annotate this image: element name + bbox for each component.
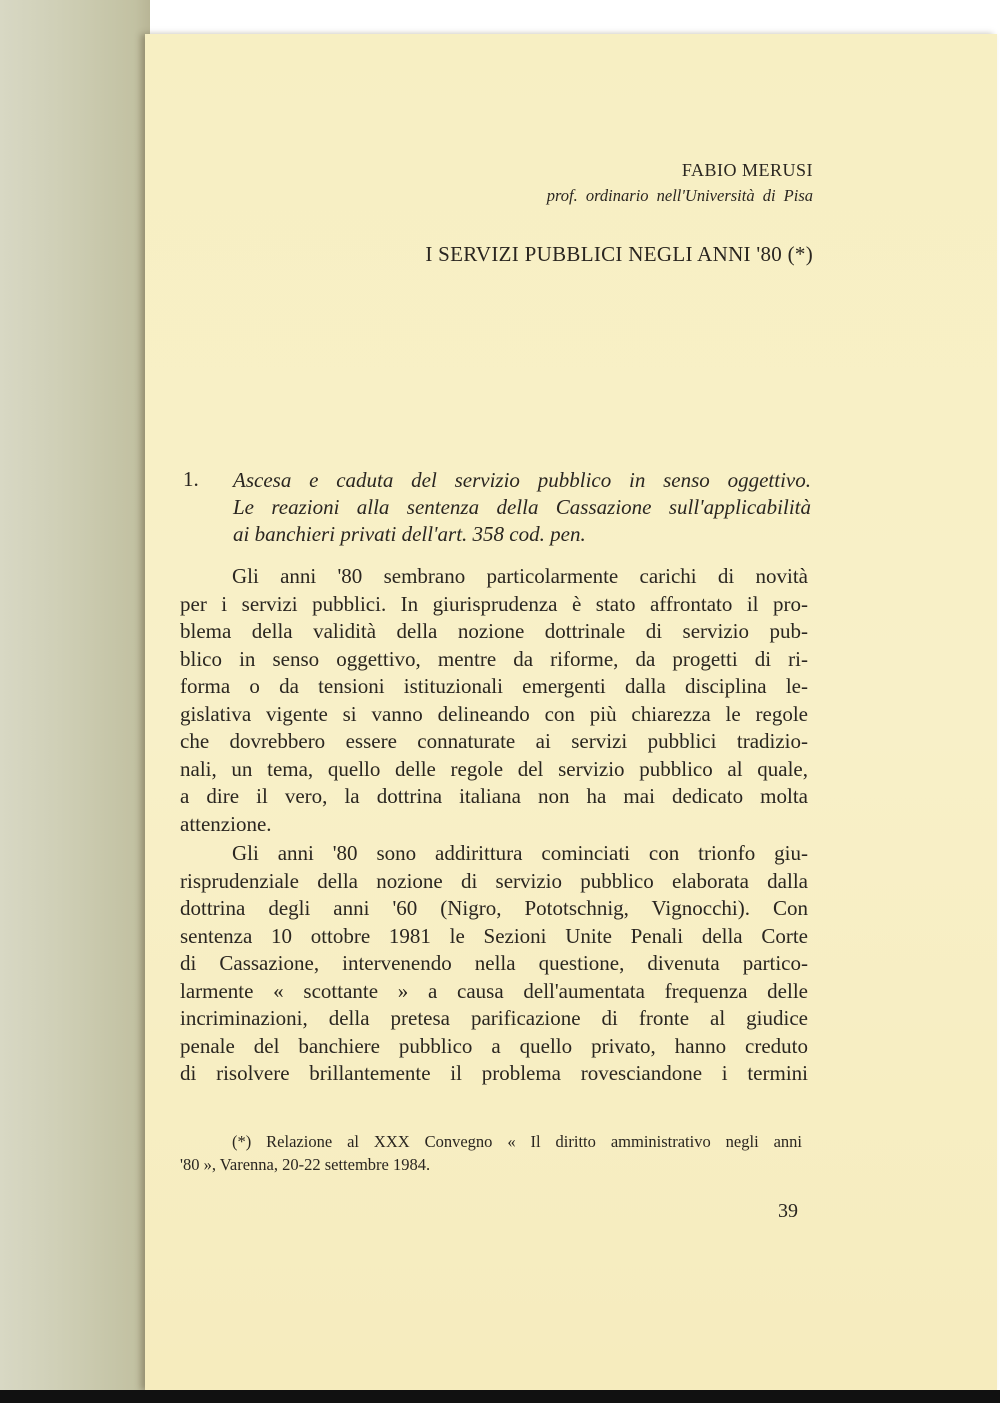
section-number: 1. <box>183 467 199 491</box>
text-line: Gli anni '80 sembrano particolarmente carichi di novità <box>232 564 808 588</box>
text-line: di risolvere brillantemente il problema rovesciandone i termini <box>180 1061 808 1085</box>
author-name: FABIO MERUSI <box>681 160 813 180</box>
heading-line: ai banchieri privati dell'art. 358 cod. pen. <box>233 522 586 546</box>
text-line: blico in senso oggettivo, mentre da riforme, da progetti di ri- <box>180 646 808 671</box>
author-affiliation: prof. ordinario nell'Università di Pisa <box>546 186 813 205</box>
text-line: a dire il vero, la dottrina italiana non ha mai dedicato molta <box>180 784 808 808</box>
text-line: Gli anni '80 sono addirittura cominciati con trionfo giu- <box>232 841 808 865</box>
heading-line: Ascesa e caduta del servizio pubblico in senso oggettivo. <box>233 468 811 492</box>
footnote <box>180 1130 802 1176</box>
text-line: attenzione. <box>180 811 272 836</box>
facing-page-edge <box>0 0 150 1403</box>
section-heading <box>233 467 811 548</box>
text-line: blema della validità della nozione dottrinale di servizio pub- <box>180 619 808 643</box>
heading-line: Le reazioni alla sentenza della Cassazione sull'applicabilità <box>233 495 811 519</box>
footnote-line: (*) Relazione al XXX Convegno « Il diritto amministrativo negli anni <box>232 1132 802 1151</box>
text-line: per i servizi pubblici. In giurisprudenza è stato affrontato il pro- <box>180 591 808 616</box>
text-line: gislativa vigente si vanno delineando con più chiarezza le regole <box>180 701 808 726</box>
footnote-line: '80 », Varenna, 20-22 settembre 1984. <box>180 1155 431 1174</box>
text-line: forma o da tensioni istituzionali emergenti dalla disciplina le- <box>180 674 808 698</box>
scan-border <box>0 1390 1000 1403</box>
text-line: di Cassazione, intervenendo nella questione, divenuta partico- <box>180 951 808 975</box>
text-line: larmente « scottante » a causa dell'aumentata frequenza delle <box>180 978 808 1003</box>
text-line: nali, un tema, quello delle regole del servizio pubblico al quale, <box>180 756 808 781</box>
text-line: che dovrebbero essere connaturate ai servizi pubblici tradizio- <box>180 729 808 753</box>
page-number: 39 <box>778 1200 798 1222</box>
text-line: sentenza 10 ottobre 1981 le Sezioni Unite Penali della Corte <box>180 923 808 948</box>
text-line: risprudenziale della nozione di servizio pubblico elaborata dalla <box>180 868 808 893</box>
text-line: dottrina degli anni '60 (Nigro, Pototschnig, Vignocchi). Con <box>180 896 808 920</box>
paragraph-2 <box>180 840 808 1088</box>
paragraph-1 <box>180 563 808 838</box>
text-line: penale del banchiere pubblico a quello privato, hanno creduto <box>180 1033 808 1058</box>
article-title: I SERVIZI PUBBLICI NEGLI ANNI '80 (*) <box>425 242 813 266</box>
text-line: incriminazioni, della pretesa parificazione di fronte al giudice <box>180 1006 808 1030</box>
